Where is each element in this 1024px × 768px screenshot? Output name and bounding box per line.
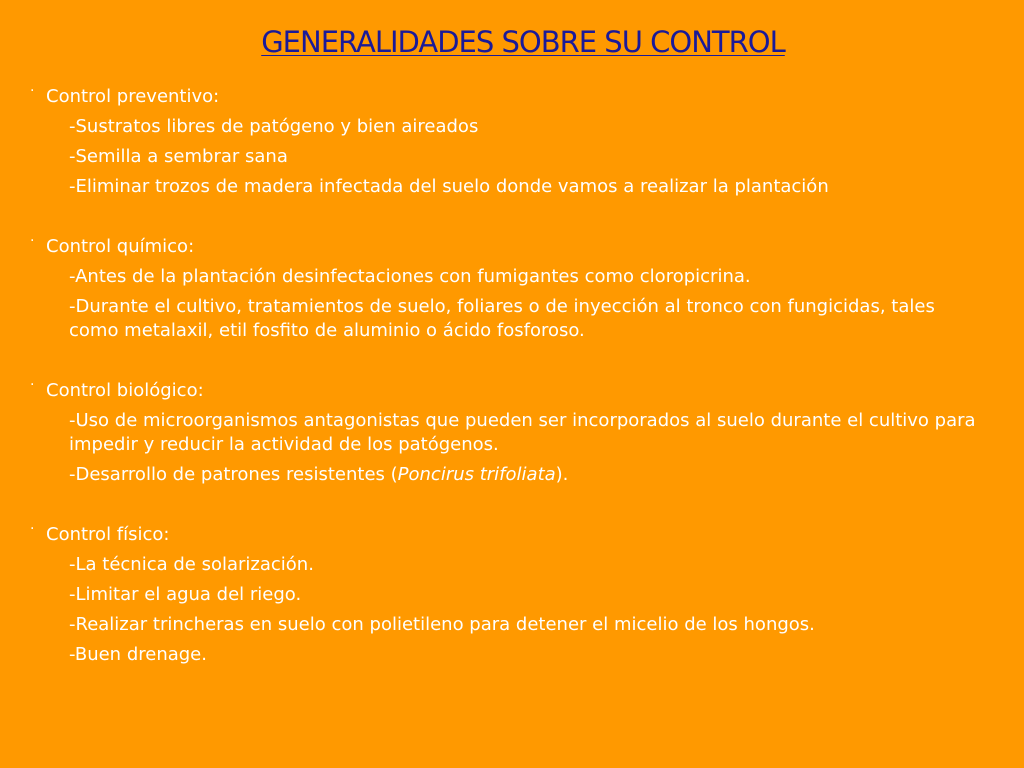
item-text-prefix: -Desarrollo de patrones resistentes ( (69, 464, 398, 485)
section-heading (30, 376, 990, 406)
section-heading (30, 82, 990, 112)
item-text-italic-species: Poncirus trifoliata (397, 464, 556, 485)
section-heading-label: Control biológico: (46, 380, 204, 401)
section-control-fisico (30, 520, 990, 670)
list-item: -La técnica de solarización. (69, 554, 314, 575)
section-control-preventivo (30, 82, 990, 202)
list-item: -Sustratos libres de patógeno y bien aireados (69, 116, 479, 137)
section-control-quimico (30, 232, 990, 346)
section-control-biologico (30, 376, 990, 490)
list-item: -Uso de microorganismos antagonistas que pueden ser incorporados al suelo durante el cultivo para impedir y reducir la actividad de los patógenos. (69, 410, 976, 455)
list-item: -Limitar el agua del riego. (69, 584, 302, 605)
list-item: -Semilla a sembrar sana (69, 146, 288, 167)
list-item: -Eliminar trozos de madera infectada del suelo donde vamos a realizar la plantación (69, 176, 829, 197)
bullet-dot: · (30, 233, 35, 249)
slide-title: GENERALIDADES SOBRE SU CONTROL (261, 25, 785, 59)
section-heading-label: Control físico: (46, 524, 170, 545)
list-item: -Realizar trincheras en suelo con polietileno para detener el micelio de los hongos. (69, 614, 815, 635)
list-item-rich (30, 460, 990, 490)
section-heading-label: Control químico: (46, 236, 195, 257)
bullet-dot: · (30, 83, 35, 99)
section-heading (30, 520, 990, 550)
list-item: -Durante el cultivo, tratamientos de suelo, foliares o de inyección al tronco con fungicidas, tales como metalaxil, etil fosfito de aluminio o ácido fosforoso. (69, 296, 935, 341)
bullet-dot: · (30, 521, 35, 537)
bullet-dot: · (30, 377, 35, 393)
slide-content (30, 82, 990, 700)
list-item: -Buen drenage. (69, 644, 207, 665)
section-heading (30, 232, 990, 262)
list-item: -Antes de la plantación desinfectaciones con fumigantes como cloropicrina. (69, 266, 751, 287)
section-heading-label: Control preventivo: (46, 86, 220, 107)
item-text-suffix: ). (555, 464, 569, 485)
